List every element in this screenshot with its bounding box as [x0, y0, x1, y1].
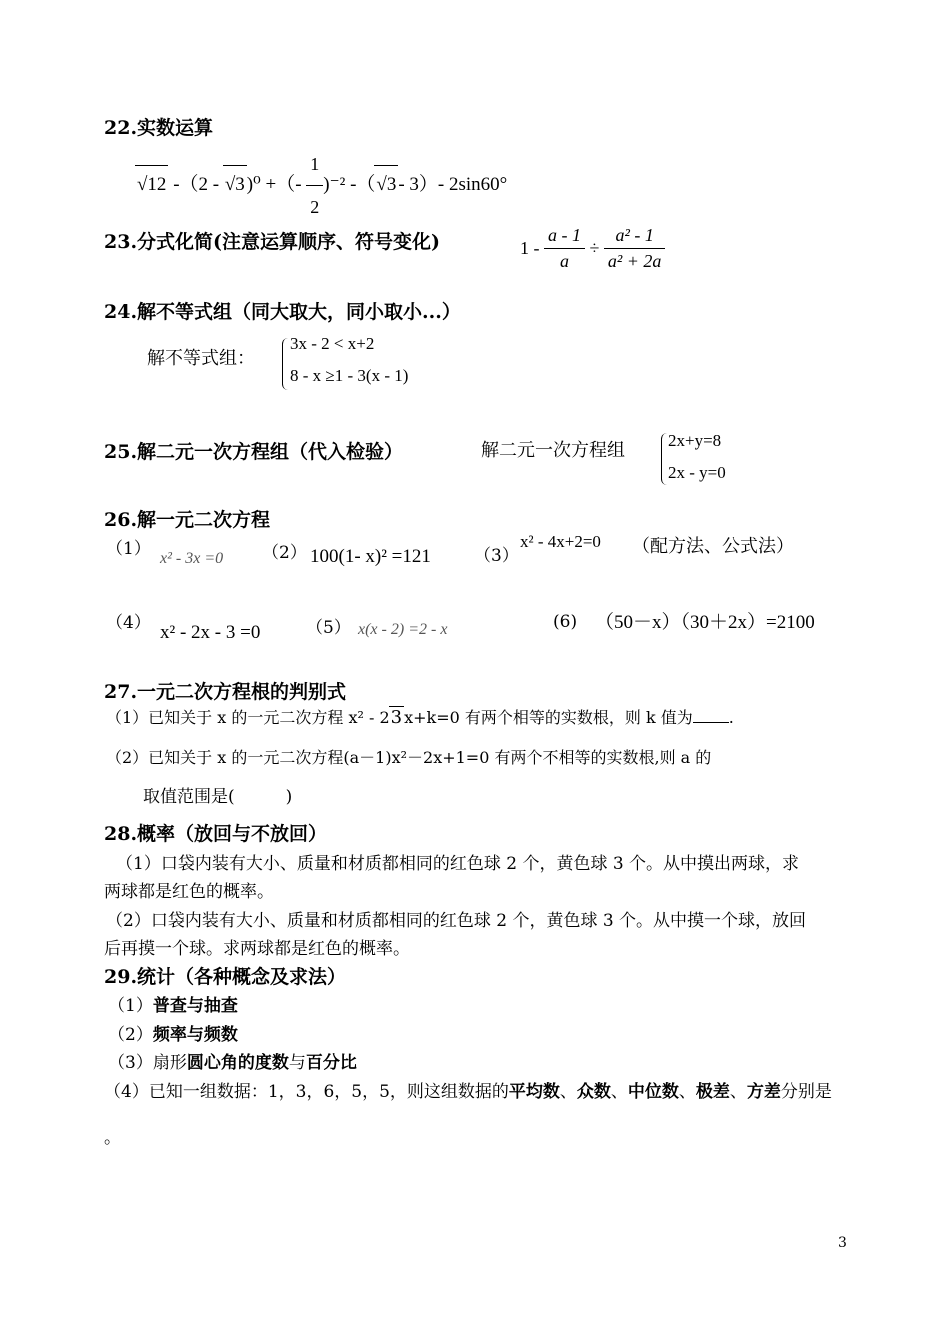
q22-title: 22.实数运算: [104, 117, 214, 139]
q24-label: 解不等式组：: [147, 348, 255, 369]
q29-item-4: （4）已知一组数据：1，3，6，5，5，则这组数据的平均数、众数、中位数、极差、方差分别是: [104, 1082, 832, 1102]
q23-fraction-2: $\frac{\text{a² - 1}}{\text{a² + 2a}}$: [604, 225, 666, 272]
q25-line2: 2x - y=0: [668, 463, 726, 482]
q23-fraction-1: $\frac{a - 1}{a}$: [544, 225, 585, 272]
q26-title: 26.解一元二次方程: [104, 509, 271, 531]
q28-p2-line1: （2）口袋内装有大小、质量和材质都相同的红色球 2 个，黄色球 3 个。从中摸一个球，放回: [106, 911, 807, 931]
q29-item-2: （2）频率与频数: [108, 1025, 238, 1045]
q29-item-1: （1）普查与抽查: [108, 996, 238, 1016]
q29-title: 29.统计（各种概念及求法）: [104, 966, 347, 988]
q26-eq-6: （50－x）（30＋2x）=2100: [595, 612, 815, 633]
q29-item-4-line2: 。: [104, 1128, 121, 1148]
q24-title: 24.解不等式组（同大取大，同小取小...）: [104, 301, 461, 323]
q27-title: 27.一元二次方程根的判别式: [104, 681, 347, 703]
sqrt12: √12: [135, 165, 168, 204]
q25-line1: 2x+y=8: [668, 431, 722, 450]
q26-eq-1: x² - 3x =0: [160, 550, 224, 567]
q26-num-4: （4）: [106, 613, 151, 633]
q23-title: 23.分式化简(注意运算顺序、符号变化): [104, 231, 441, 253]
q26-num-2: （2）: [262, 543, 307, 563]
q27-sqrt3: 3: [390, 707, 403, 728]
sqrt3-b: √3: [374, 165, 398, 204]
q26-num-1: （1）: [106, 539, 151, 559]
q26-eq-3: x² - 4x+2=0: [520, 532, 601, 551]
q24-line2: 8 - x ≥1 - 3(x - 1): [290, 366, 409, 385]
q28-p2-line2: 后再摸一个球。求两球都是红色的概率。: [104, 939, 410, 959]
q27-answer-blank: [693, 722, 729, 723]
q26-eq-2: 100(1- x)² =121: [310, 546, 431, 567]
q23-expression: 1 - $\frac{a - 1}{a}$ ÷ $\frac{\text{a² - 1}}{\text{a² + 2a}}$: [520, 225, 665, 272]
q26-note-3: （配方法、公式法）: [632, 536, 794, 557]
q27-p1: （1）已知关于 x 的一元二次方程 x² - 23 x+k=0 有两个相等的实数根，则 k 值为 .: [106, 707, 734, 728]
sqrt3-a: √3: [223, 165, 247, 204]
q24-line1: 3x - 2 < x+2: [290, 334, 375, 353]
q22-expression: √12 -（2 - √3 )⁰ +（- $\frac{1}{2}$ )⁻² -（√3 - 3）- 2sin60°: [136, 145, 507, 195]
fraction-half: $\frac{1}{2}$: [306, 145, 323, 226]
q26-num-6: (6): [553, 612, 578, 632]
q26-eq-4: x² - 2x - 3 =0: [160, 622, 261, 643]
q25-label: 解二元一次方程组: [481, 440, 625, 461]
q27-p2-line2: 取值范围是( ): [143, 787, 293, 807]
q25-title: 25.解二元一次方程组（代入检验）: [104, 441, 404, 463]
q25-brace: [661, 433, 668, 485]
q27-p2-line1: （2）已知关于 x 的一元二次方程(a－1)x²－2x+1=0 有两个不相等的实数根,则 a 的: [106, 748, 712, 767]
q26-num-3: （3）: [474, 546, 519, 566]
q28-p1-line2: 两球都是红色的概率。: [104, 882, 274, 902]
q28-title: 28.概率（放回与不放回）: [104, 823, 328, 845]
q26-eq-5: x(x - 2) =2 - x: [358, 621, 448, 638]
q28-p1-line1: （1）口袋内装有大小、质量和材质都相同的红色球 2 个，黄色球 3 个。从中摸出两球，求: [116, 854, 800, 874]
page-number: 3: [838, 1235, 847, 1251]
q24-brace: [282, 338, 289, 390]
q26-num-5: （5）: [306, 618, 351, 638]
q29-item-3: （3）扇形圆心角的度数与百分比: [108, 1053, 357, 1073]
